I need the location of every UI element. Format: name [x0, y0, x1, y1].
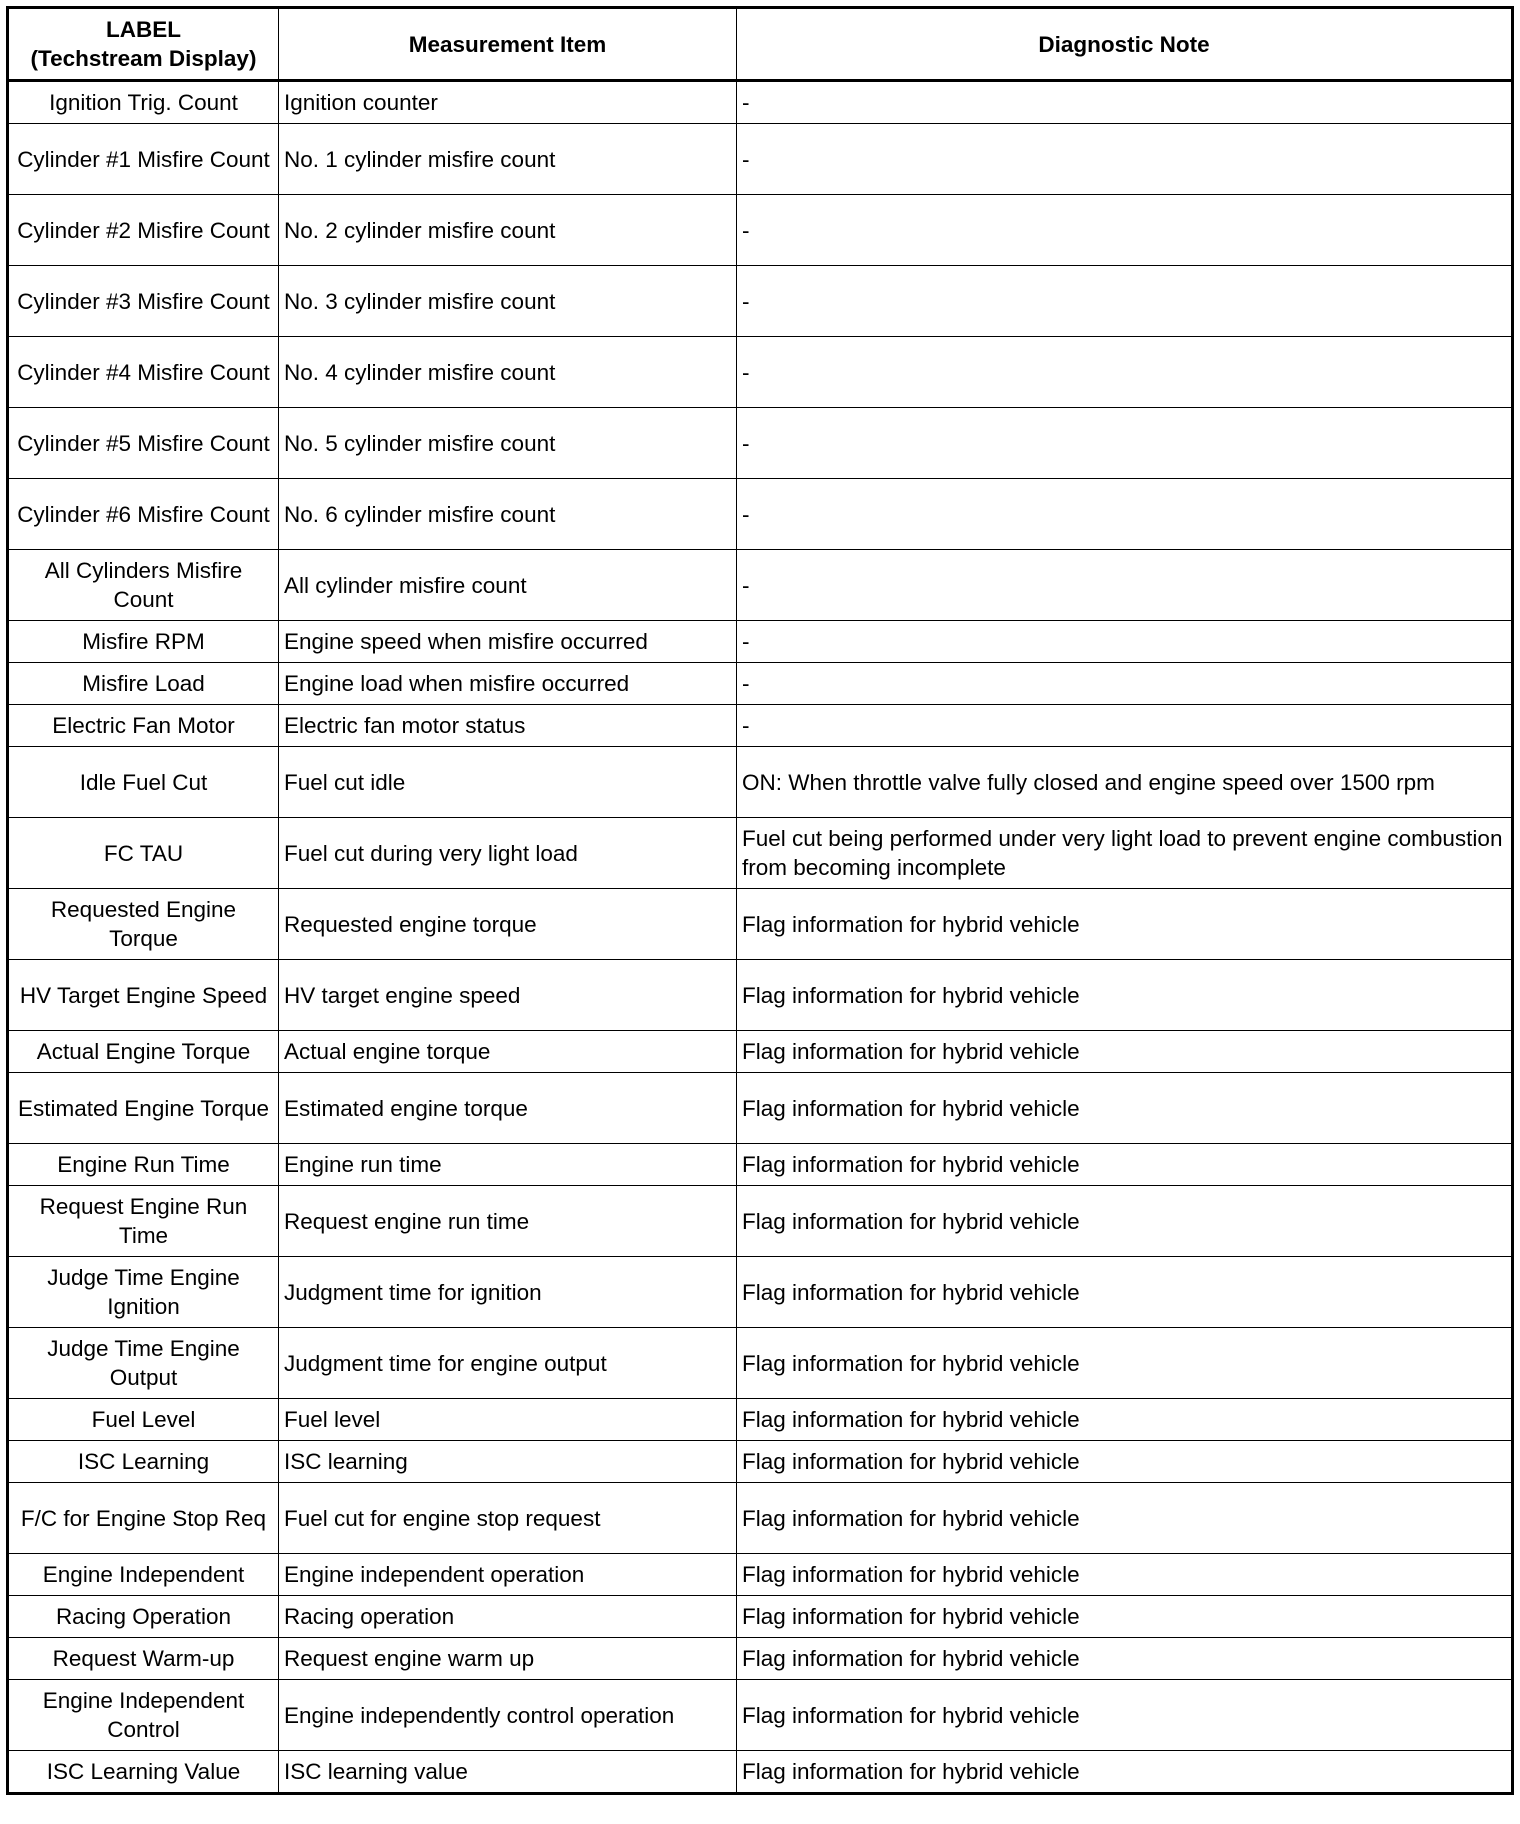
row-measurement-item: Fuel cut for engine stop request [279, 1483, 737, 1554]
row-diagnostic-note: Flag information for hybrid vehicle [737, 1144, 1513, 1186]
table-row [8, 337, 1513, 408]
table-row [8, 663, 1513, 705]
row-label: Racing Operation [8, 1596, 279, 1638]
header-label-line2: (Techstream Display) [30, 46, 257, 71]
row-measurement-item: Actual engine torque [279, 1031, 737, 1073]
row-diagnostic-note: Flag information for hybrid vehicle [737, 1554, 1513, 1596]
row-label: Cylinder #4 Misfire Count [8, 337, 279, 408]
row-label: Ignition Trig. Count [8, 81, 279, 124]
row-measurement-item: Engine run time [279, 1144, 737, 1186]
table-row [8, 960, 1513, 1031]
row-measurement-item: All cylinder misfire count [279, 550, 737, 621]
table-row [8, 1441, 1513, 1483]
table-row [8, 1257, 1513, 1328]
table-row [8, 1399, 1513, 1441]
row-measurement-item: Electric fan motor status [279, 705, 737, 747]
table-row [8, 1186, 1513, 1257]
row-measurement-item: Judgment time for engine output [279, 1328, 737, 1399]
table-row [8, 1073, 1513, 1144]
row-label: Estimated Engine Torque [8, 1073, 279, 1144]
row-measurement-item: Engine independently control operation [279, 1680, 737, 1751]
row-label: HV Target Engine Speed [8, 960, 279, 1031]
row-measurement-item: ISC learning [279, 1441, 737, 1483]
row-measurement-item: No. 3 cylinder misfire count [279, 266, 737, 337]
table-row [8, 1554, 1513, 1596]
table-row [8, 818, 1513, 889]
row-diagnostic-note: Flag information for hybrid vehicle [737, 1483, 1513, 1554]
row-label: Cylinder #3 Misfire Count [8, 266, 279, 337]
table-row [8, 1751, 1513, 1794]
row-measurement-item: No. 2 cylinder misfire count [279, 195, 737, 266]
row-diagnostic-note: - [737, 337, 1513, 408]
table-row [8, 1680, 1513, 1751]
row-measurement-item: Engine speed when misfire occurred [279, 621, 737, 663]
row-measurement-item: Engine independent operation [279, 1554, 737, 1596]
row-label: Judge Time Engine Ignition [8, 1257, 279, 1328]
table-row [8, 1596, 1513, 1638]
header-diagnostic-note: Diagnostic Note [737, 8, 1513, 81]
row-diagnostic-note: Flag information for hybrid vehicle [737, 1596, 1513, 1638]
row-diagnostic-note: Flag information for hybrid vehicle [737, 1751, 1513, 1794]
row-label: Request Engine Run Time [8, 1186, 279, 1257]
row-diagnostic-note: - [737, 479, 1513, 550]
table-row [8, 1483, 1513, 1554]
row-measurement-item: Fuel level [279, 1399, 737, 1441]
table-row [8, 408, 1513, 479]
row-diagnostic-note: Fuel cut being performed under very light load to prevent engine combustion from becoming incomplete [737, 818, 1513, 889]
row-diagnostic-note: Flag information for hybrid vehicle [737, 889, 1513, 960]
row-measurement-item: Ignition counter [279, 81, 737, 124]
row-label: F/C for Engine Stop Req [8, 1483, 279, 1554]
row-measurement-item: No. 6 cylinder misfire count [279, 479, 737, 550]
row-label: Cylinder #5 Misfire Count [8, 408, 279, 479]
row-diagnostic-note: Flag information for hybrid vehicle [737, 1328, 1513, 1399]
row-diagnostic-note: - [737, 621, 1513, 663]
table-row [8, 621, 1513, 663]
row-label: Fuel Level [8, 1399, 279, 1441]
row-label: Misfire Load [8, 663, 279, 705]
table-row [8, 1144, 1513, 1186]
row-measurement-item: Request engine warm up [279, 1638, 737, 1680]
row-label: ISC Learning Value [8, 1751, 279, 1794]
row-diagnostic-note: - [737, 195, 1513, 266]
row-label: Misfire RPM [8, 621, 279, 663]
row-measurement-item: HV target engine speed [279, 960, 737, 1031]
row-label: Requested Engine Torque [8, 889, 279, 960]
row-label: Idle Fuel Cut [8, 747, 279, 818]
row-diagnostic-note: - [737, 266, 1513, 337]
row-diagnostic-note: - [737, 550, 1513, 621]
row-label: Request Warm-up [8, 1638, 279, 1680]
table-row [8, 81, 1513, 124]
row-label: Cylinder #6 Misfire Count [8, 479, 279, 550]
data-list-table [6, 6, 1514, 1795]
row-measurement-item: No. 1 cylinder misfire count [279, 124, 737, 195]
row-label: Cylinder #1 Misfire Count [8, 124, 279, 195]
table-row [8, 889, 1513, 960]
row-measurement-item: Estimated engine torque [279, 1073, 737, 1144]
header-label-line1: LABEL [106, 17, 181, 42]
row-measurement-item: Requested engine torque [279, 889, 737, 960]
row-measurement-item: Fuel cut during very light load [279, 818, 737, 889]
row-label: Engine Run Time [8, 1144, 279, 1186]
row-measurement-item: Judgment time for ignition [279, 1257, 737, 1328]
row-label: Actual Engine Torque [8, 1031, 279, 1073]
table-row [8, 747, 1513, 818]
table-row [8, 1638, 1513, 1680]
row-measurement-item: No. 4 cylinder misfire count [279, 337, 737, 408]
table-row [8, 479, 1513, 550]
row-label: Cylinder #2 Misfire Count [8, 195, 279, 266]
row-label: FC TAU [8, 818, 279, 889]
row-label: ISC Learning [8, 1441, 279, 1483]
row-measurement-item: Request engine run time [279, 1186, 737, 1257]
row-diagnostic-note: Flag information for hybrid vehicle [737, 1441, 1513, 1483]
row-diagnostic-note: - [737, 408, 1513, 479]
row-diagnostic-note: Flag information for hybrid vehicle [737, 1031, 1513, 1073]
table-row [8, 266, 1513, 337]
table-row [8, 1031, 1513, 1073]
row-label: All Cylinders Misfire Count [8, 550, 279, 621]
header-measurement-item: Measurement Item [279, 8, 737, 81]
table-row [8, 195, 1513, 266]
row-measurement-item: ISC learning value [279, 1751, 737, 1794]
row-diagnostic-note: ON: When throttle valve fully closed and engine speed over 1500 rpm [737, 747, 1513, 818]
row-measurement-item: Engine load when misfire occurred [279, 663, 737, 705]
row-measurement-item: No. 5 cylinder misfire count [279, 408, 737, 479]
row-diagnostic-note: Flag information for hybrid vehicle [737, 1680, 1513, 1751]
row-diagnostic-note: Flag information for hybrid vehicle [737, 1638, 1513, 1680]
row-label: Engine Independent Control [8, 1680, 279, 1751]
row-diagnostic-note: Flag information for hybrid vehicle [737, 960, 1513, 1031]
header-label [8, 8, 279, 81]
row-label: Electric Fan Motor [8, 705, 279, 747]
row-diagnostic-note: - [737, 124, 1513, 195]
row-label: Judge Time Engine Output [8, 1328, 279, 1399]
row-diagnostic-note: - [737, 81, 1513, 124]
row-measurement-item: Racing operation [279, 1596, 737, 1638]
table-header-row [8, 8, 1513, 81]
table-row [8, 550, 1513, 621]
row-diagnostic-note: Flag information for hybrid vehicle [737, 1073, 1513, 1144]
table-row [8, 1328, 1513, 1399]
row-diagnostic-note: Flag information for hybrid vehicle [737, 1186, 1513, 1257]
row-diagnostic-note: - [737, 663, 1513, 705]
row-measurement-item: Fuel cut idle [279, 747, 737, 818]
row-label: Engine Independent [8, 1554, 279, 1596]
table-row [8, 124, 1513, 195]
row-diagnostic-note: - [737, 705, 1513, 747]
row-diagnostic-note: Flag information for hybrid vehicle [737, 1399, 1513, 1441]
row-diagnostic-note: Flag information for hybrid vehicle [737, 1257, 1513, 1328]
table-row [8, 705, 1513, 747]
